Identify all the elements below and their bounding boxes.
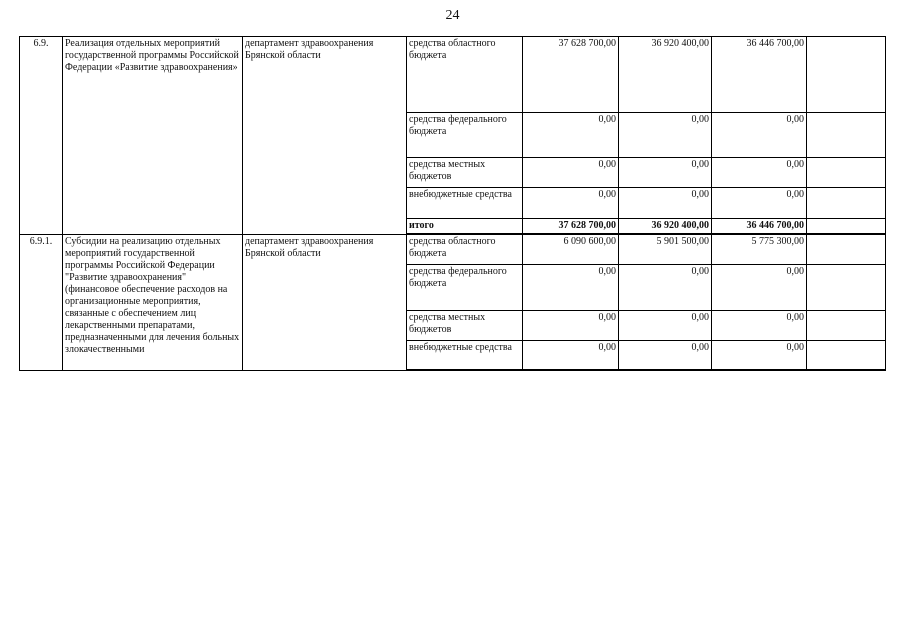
table-row [20,37,886,113]
value-year-2: 0,00 [619,340,712,370]
value-year-2: 0,00 [619,188,712,219]
item-number: 6.9.1. [20,234,63,370]
extra-cell [807,188,886,219]
page-number: 24 [445,8,460,23]
value-year-1: 0,00 [523,310,619,340]
funding-source: средства местных бюджетов [407,158,523,188]
value-year-1: 0,00 [523,113,619,158]
funding-source: внебюджетные средства [407,188,523,219]
extra-cell [807,234,886,264]
item-name: Субсидии на реализацию отдельных мероприятий государственной программы Российской Федерации "Развитие здравоохранения" (финансовое обеспечение расходов на организационные мероприятия, связанные с обеспечением лиц лекарственными препаратами, предназначенными для лечения больных злокачественными [63,234,243,370]
item-executor: департамент здравоохранения Брянской области [243,37,407,235]
funding-source: средства областного бюджета [407,234,523,264]
funding-source: внебюджетные средства [407,340,523,370]
value-year-1: 37 628 700,00 [523,37,619,113]
value-year-1: 6 090 600,00 [523,234,619,264]
extra-cell [807,158,886,188]
value-year-1: 0,00 [523,264,619,310]
funding-source: средства областного бюджета [407,37,523,113]
table-row [20,234,886,264]
item-number: 6.9. [20,37,63,235]
total-year-2: 36 920 400,00 [619,219,712,235]
value-year-3: 5 775 300,00 [712,234,807,264]
extra-cell [807,264,886,310]
extra-cell [807,219,886,235]
value-year-2: 5 901 500,00 [619,234,712,264]
extra-cell [807,37,886,113]
value-year-3: 0,00 [712,340,807,370]
total-year-1: 37 628 700,00 [523,219,619,235]
value-year-3: 0,00 [712,188,807,219]
funding-source: средства местных бюджетов [407,310,523,340]
value-year-3: 0,00 [712,264,807,310]
value-year-2: 0,00 [619,264,712,310]
extra-cell [807,340,886,370]
value-year-2: 0,00 [619,113,712,158]
value-year-3: 0,00 [712,310,807,340]
extra-cell [807,113,886,158]
value-year-3: 36 446 700,00 [712,37,807,113]
value-year-3: 0,00 [712,158,807,188]
value-year-1: 0,00 [523,340,619,370]
funding-source: средства федерального бюджета [407,264,523,310]
item-name: Реализация отдельных мероприятий государственной программы Российской Федерации «Развитие здравоохранения» [63,37,243,235]
value-year-2: 36 920 400,00 [619,37,712,113]
value-year-1: 0,00 [523,188,619,219]
budget-table [19,36,886,371]
value-year-3: 0,00 [712,113,807,158]
value-year-2: 0,00 [619,310,712,340]
funding-source-total: итого [407,219,523,235]
extra-cell [807,310,886,340]
total-year-3: 36 446 700,00 [712,219,807,235]
item-executor: департамент здравоохранения Брянской области [243,234,407,370]
value-year-2: 0,00 [619,158,712,188]
funding-source: средства федерального бюджета [407,113,523,158]
value-year-1: 0,00 [523,158,619,188]
